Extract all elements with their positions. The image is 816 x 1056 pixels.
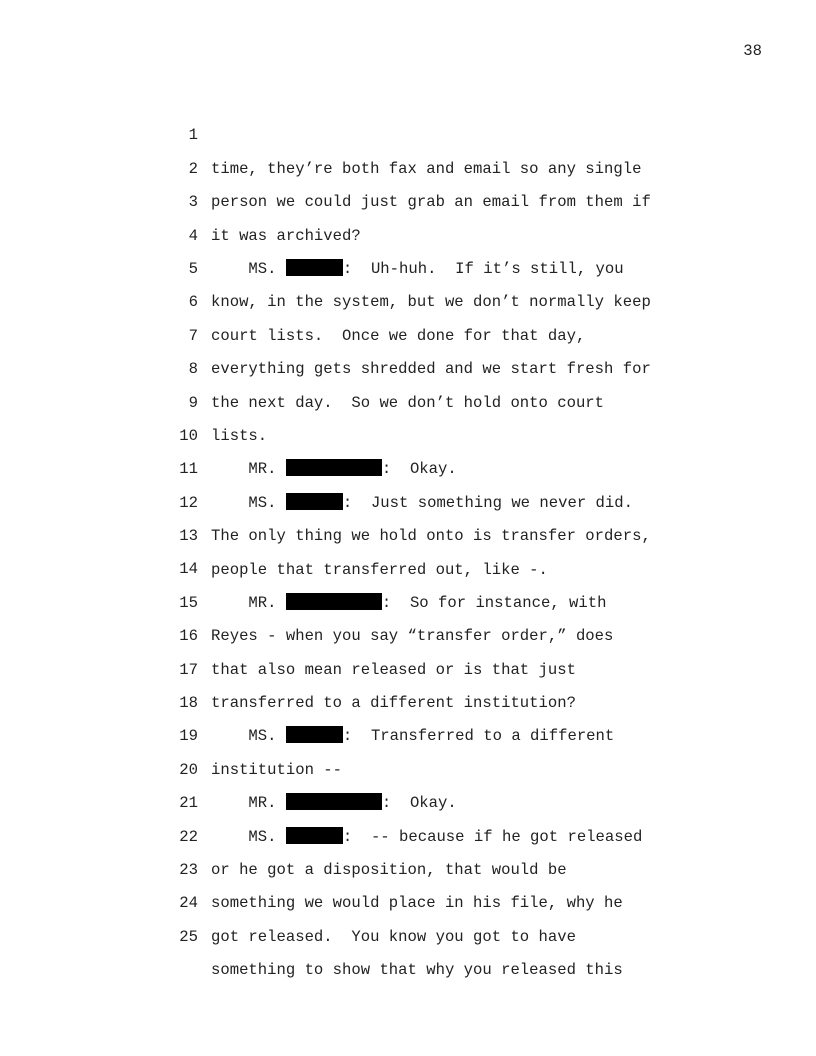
line-number: 1 bbox=[188, 126, 198, 145]
line-number: 7 bbox=[188, 326, 198, 345]
line-number: 21 bbox=[179, 794, 198, 813]
line-text-segment: people that transferred out, like -. bbox=[211, 560, 548, 579]
line-number: 24 bbox=[179, 894, 198, 913]
line-text-segment: : Okay. bbox=[381, 794, 457, 813]
line-number: 11 bbox=[179, 460, 198, 479]
line-text-segment: it was archived? bbox=[211, 226, 361, 245]
line-text-segment: : So for instance, with bbox=[381, 593, 607, 612]
line-text-segment: : -- because if he got released bbox=[342, 827, 643, 846]
line-number: 16 bbox=[179, 627, 198, 646]
line-number: 23 bbox=[179, 861, 198, 879]
line-text-segment: know, in the system, but we don’t normally keep bbox=[211, 293, 651, 312]
line-text-segment: MS. bbox=[211, 827, 286, 846]
line-text-segment: lists. bbox=[211, 426, 268, 445]
line-text-segment: got released. You know you got to have bbox=[211, 927, 576, 946]
line-text-segment: or he got a disposition, that would be bbox=[211, 861, 567, 880]
line-text-segment: that also mean released or is that just bbox=[211, 660, 576, 679]
line-text-segment: MR. bbox=[211, 593, 286, 612]
line-text-segment: : Transferred to a different bbox=[342, 727, 615, 746]
line-number: 14 bbox=[179, 560, 198, 579]
line-text-segment: person we could just grab an email from them if bbox=[211, 193, 651, 212]
line-text-segment: Reyes - when you say “transfer order,” does bbox=[211, 627, 614, 646]
line-number: 22 bbox=[179, 827, 198, 846]
line-text-segment: something to show that why you released this bbox=[211, 961, 623, 980]
line-text-segment: : Just something we never did. bbox=[342, 493, 633, 512]
transcript-line bbox=[170, 86, 690, 178]
page-number: 38 bbox=[743, 42, 762, 60]
line-text-segment: time, they’re both fax and email so any single bbox=[211, 159, 642, 178]
line-number: 2 bbox=[188, 159, 198, 178]
line-text-segment: MR. bbox=[211, 460, 286, 479]
line-number: 9 bbox=[188, 393, 198, 412]
line-text-segment: MS. bbox=[211, 727, 286, 746]
line-text-segment: MS. bbox=[211, 259, 286, 278]
line-number: 19 bbox=[179, 727, 198, 746]
line-number: 17 bbox=[179, 660, 198, 679]
line-number: 18 bbox=[179, 694, 198, 713]
line-text bbox=[211, 954, 623, 987]
line-text-segment: : Okay. bbox=[381, 460, 457, 479]
line-text-segment: : Uh-huh. If it’s still, you bbox=[342, 259, 624, 278]
line-text bbox=[211, 921, 576, 954]
line-number: 15 bbox=[179, 593, 198, 612]
line-text-segment: MR. bbox=[211, 794, 286, 813]
line-number: 25 bbox=[179, 927, 198, 946]
line-number: 13 bbox=[179, 527, 198, 546]
line-number: 12 bbox=[179, 493, 198, 512]
line-text-segment: something we would place in his file, why he bbox=[211, 894, 623, 913]
line-text-segment: MS. bbox=[211, 493, 286, 512]
line-text-segment: everything gets shredded and we start fresh for bbox=[211, 360, 651, 379]
transcript-body bbox=[170, 86, 690, 980]
line-number: 3 bbox=[188, 193, 198, 212]
line-text-segment: court lists. Once we done for that day, bbox=[211, 326, 586, 345]
line-text-segment: the next day. So we don’t hold onto court bbox=[211, 393, 605, 412]
line-text-segment: institution -- bbox=[211, 760, 343, 779]
line-number: 20 bbox=[179, 760, 198, 779]
line-number: 6 bbox=[188, 293, 198, 312]
line-number: 5 bbox=[188, 259, 198, 278]
line-text-segment: transferred to a different institution? bbox=[211, 694, 576, 713]
line-text-segment: The only thing we hold onto is transfer orders, bbox=[211, 527, 651, 546]
line-number: 8 bbox=[188, 360, 198, 379]
line-number: 4 bbox=[188, 226, 198, 245]
line-number: 10 bbox=[179, 426, 198, 445]
